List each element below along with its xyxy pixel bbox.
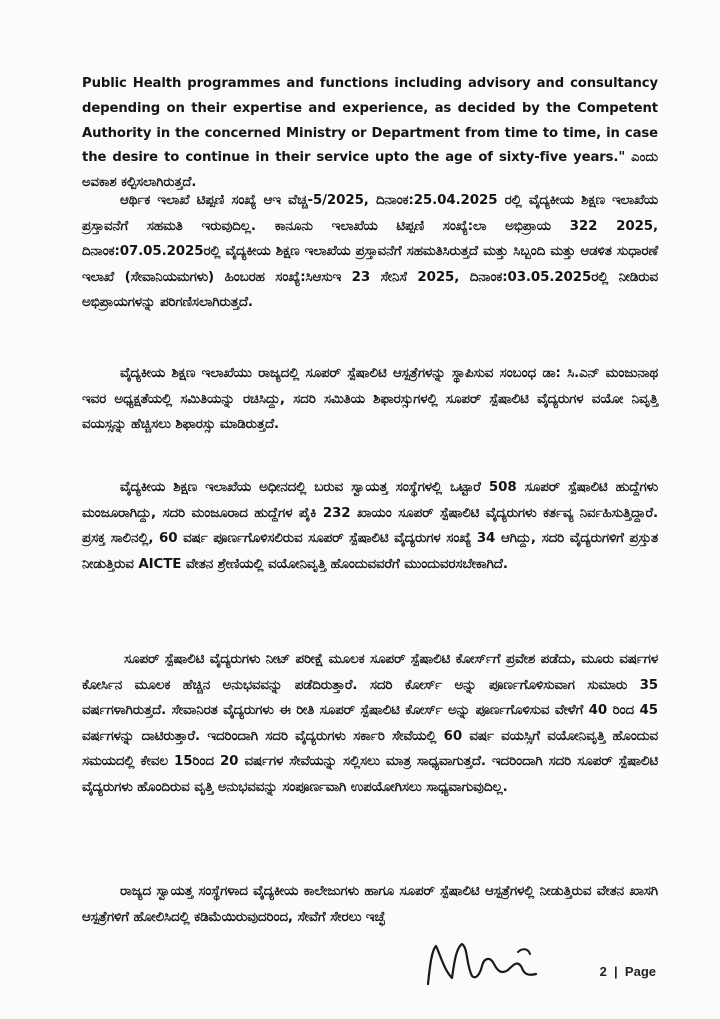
paragraph-super-specialty-posts: ವೈದ್ಯಕೀಯ ಶಿಕ್ಷಣ ಇಲಾಖೆಯ ಅಧೀನದಲ್ಲಿ ಬರುವ ಸ್ವಾಯತ್ತ ಸಂಸ್ಥೆಗಳಲ್ಲಿ ಒಟ್ಟಾರೆ 508 ಸೂಪರ್ ಸ್ಪೆಷಾಲಿಟಿ ಹುದ್ದೆಗಳು ಮಂಜೂರಾಗಿದ್ದು, ಸದರಿ ಮಂಜೂರಾದ ಹುದ್ದೆಗಳ ಪೈಕಿ 232 ಖಾಯಂ ಸೂಪರ್ ಸ್ಪೆಷಾಲಿಟಿ ವೈದ್ಯರುಗಳು ಕರ್ತವ್ಯ ನಿರ್ವಹಿಸುತ್ತಿದ್ದಾರೆ. ಪ್ರಸಕ್ತ ಸಾಲಿನಲ್ಲಿ, 60 ವರ್ಷ ಪೂರ್ಣಗೊಳಿಸಲಿರುವ ಸೂಪರ್ ಸ್ಪೆಷಾಲಿಟಿ ವೈದ್ಯರುಗಳ ಸಂಖ್ಯೆ 34 ಆಗಿದ್ದು, ಸದರಿ ವೈದ್ಯರುಗಳಿಗೆ ಪ್ರಸ್ತುತ ನೀಡುತ್ತಿರುವ AICTE ವೇತನ ಶ್ರೇಣಿಯಲ್ಲಿ ವಯೋನಿವೃತ್ತಿ ಹೊಂದುವವರೆಗೆ ಮುಂದುವರಸಬೇಕಾಗಿದೆ. bbox=[82, 480, 658, 572]
paragraph-neet-course-experience: ಸೂಪರ್ ಸ್ಪೆಷಾಲಿಟಿ ವೈದ್ಯರುಗಳು ನೀಟ್ ಪರೀಕ್ಷೆ ಮೂಲಕ ಸೂಪರ್ ಸ್ಪೆಷಾಲಿಟಿ ಕೋರ್ಸ್‌ಗೆ ಪ್ರವೇಶ ಪಡೆದು, ಮೂರು ವರ್ಷಗಳ ಕೋರ್ಸಿನ ಮೂಲಕ ಹೆಚ್ಚಿನ ಅನುಭವವನ್ನು ಪಡೆದಿರುತ್ತಾರೆ. ಸದರಿ ಕೋರ್ಸ್ ಅನ್ನು ಪೂರ್ಣಗೊಳಿಸುವಾಗ ಸುಮಾರು 35 ವರ್ಷಗಳಾಗಿರುತ್ತದೆ. ಸೇವಾನಿರತ ವೈದ್ಯರುಗಳು ಈ ರೀತಿ ಸೂಪರ್ ಸ್ಪೆಷಾಲಿಟಿ ಕೋರ್ಸ್ ಅನ್ನು ಪೂರ್ಣಗೊಳಿಸುವ ವೇಳೆಗೆ 40 ರಿಂದ 45 ವರ್ಷಗಳನ್ನು ದಾಟಿರುತ್ತಾರೆ. ಇದರಿಂದಾಗಿ ಸದರಿ ವೈದ್ಯರುಗಳು ಸರ್ಕಾರಿ ಸೇವೆಯಲ್ಲಿ 60 ವರ್ಷ ವಯಸ್ಸಿಗೆ ವಯೋನಿವೃತ್ತಿ ಹೊಂದುವ ಸಮಯದಲ್ಲಿ ಕೇವಲ 15ರಿಂದ 20 ವರ್ಷಗಳ ಸೇವೆಯನ್ನು ಸಲ್ಲಿಸಲು ಮಾತ್ರ ಸಾಧ್ಯವಾಗುತ್ತದೆ. ಇದರಿಂದಾಗಿ ಸದರಿ ಸೂಪರ್ ಸ್ಪೆಷಾಲಿಟಿ ವೈದ್ಯರುಗಳು ಹೊಂದಿರುವ ವೃತ್ತಿ ಅನುಭವವನ್ನು ಸಂಪೂರ್ಣವಾಗಿ ಉಪಯೋಗಿಸಲು ಸಾಧ್ಯವಾಗುವುದಿಲ್ಲ. bbox=[82, 652, 658, 795]
page-footer bbox=[600, 964, 656, 979]
handwritten-signature bbox=[418, 934, 558, 992]
page-label: Page bbox=[624, 964, 656, 979]
paragraph-finance-law-opinions: ಆರ್ಥಿಕ ಇಲಾಖೆ ಟಿಪ್ಪಣಿ ಸಂಖ್ಯೆ ಆಇ ವೆಚ್ಚ-5/2025, ದಿನಾಂಕ:25.04.2025 ರಲ್ಲಿ ವೈದ್ಯಕೀಯ ಶಿಕ್ಷಣ ಇಲಾಖೆಯ ಪ್ರಸ್ತಾವನೆಗೆ ಸಹಮತಿ ಇರುವುದಿಲ್ಲ. ಕಾನೂನು ಇಲಾಖೆಯ ಟಿಪ್ಪಣಿ ಸಂಖ್ಯೆ:ಲಾ ಅಭಿಪ್ರಾಯ 322 2025, ದಿನಾಂಕ:07.05.2025ರಲ್ಲಿ ವೈದ್ಯಕೀಯ ಶಿಕ್ಷಣ ಇಲಾಖೆಯ ಪ್ರಸ್ತಾವನೆಗೆ ಸಹಮತಿಸಿರುತ್ತದೆ ಮತ್ತು ಸಿಬ್ಬಂದಿ ಮತ್ತು ಆಡಳಿತ ಸುಧಾರಣೆ ಇಲಾಖೆ (ಸೇವಾನಿಯಮಗಳು) ಹಿಂಬರಹ ಸಂಖ್ಯೆ:ಸಿಆಸುಇ 23 ಸೇನಿಸೆ 2025, ದಿನಾಂಕ:03.05.2025ರಲ್ಲಿ ನೀಡಿರುವ ಅಭಿಪ್ರಾಯಗಳನ್ನು ಪರಿಗಣಿಸಲಾಗಿರುತ್ತದೆ. bbox=[82, 193, 658, 311]
paragraph-committee-recommendation: ವೈದ್ಯಕೀಯ ಶಿಕ್ಷಣ ಇಲಾಖೆಯು ರಾಜ್ಯದಲ್ಲಿ ಸೂಪರ್ ಸ್ಪೆಷಾಲಿಟಿ ಆಸ್ಪತ್ರೆಗಳನ್ನು ಸ್ಥಾಪಿಸುವ ಸಂಬಂಧ ಡಾ: ಸಿ.ಎನ್ ಮಂಜುನಾಥ ಇವರ ಅಧ್ಯಕ್ಷತೆಯಲ್ಲಿ ಸಮಿತಿಯನ್ನು ರಚಿಸಿದ್ದು, ಸದರಿ ಸಮಿತಿಯ ಶಿಫಾರಸ್ಸುಗಳಲ್ಲಿ ಸೂಪರ್ ಸ್ಪೆಷಾಲಿಟಿ ವೈದ್ಯರುಗಳ ವಯೋ ನಿವೃತ್ತಿ ವಯಸ್ಸನ್ನು ಹೆಚ್ಚಿಸಲು ಶಿಫಾರಸ್ಸು ಮಾಡಿರುತ್ತದೆ. bbox=[82, 366, 658, 433]
paragraph-public-health-continuation: Public Health programmes and functions including advisory and consultancy depending on their expertise and experience, as decided by the Competent Authority in the concerned Ministry or Department from time to time, in case the desire to continue in their service upto the age of sixty-five years." ಎಂದು ಅವಕಾಶ ಕಲ್ಪಿಸಲಾಗಿರುತ್ತದೆ. bbox=[82, 76, 658, 191]
page-separator: | bbox=[610, 964, 622, 979]
paragraph-salary-comparison: ರಾಜ್ಯದ ಸ್ವಾಯತ್ತ ಸಂಸ್ಥೆಗಳಾದ ವೈದ್ಯಕೀಯ ಕಾಲೇಜುಗಳು ಹಾಗೂ ಸೂಪರ್ ಸ್ಪೆಷಾಲಿಟಿ ಆಸ್ಪತ್ರೆಗಳಲ್ಲಿ ನೀಡುತ್ತಿರುವ ವೇತನ ಖಾಸಗಿ ಆಸ್ಪತ್ರೆಗಳಿಗೆ ಹೋಲಿಸಿದಲ್ಲಿ ಕಡಿಮೆಯಿರುವುದರಿಂದ, ಸೇವೆಗೆ ಸೇರಲು ಇಚ್ಛೆ bbox=[82, 884, 658, 925]
page-number: 2 bbox=[599, 964, 607, 979]
